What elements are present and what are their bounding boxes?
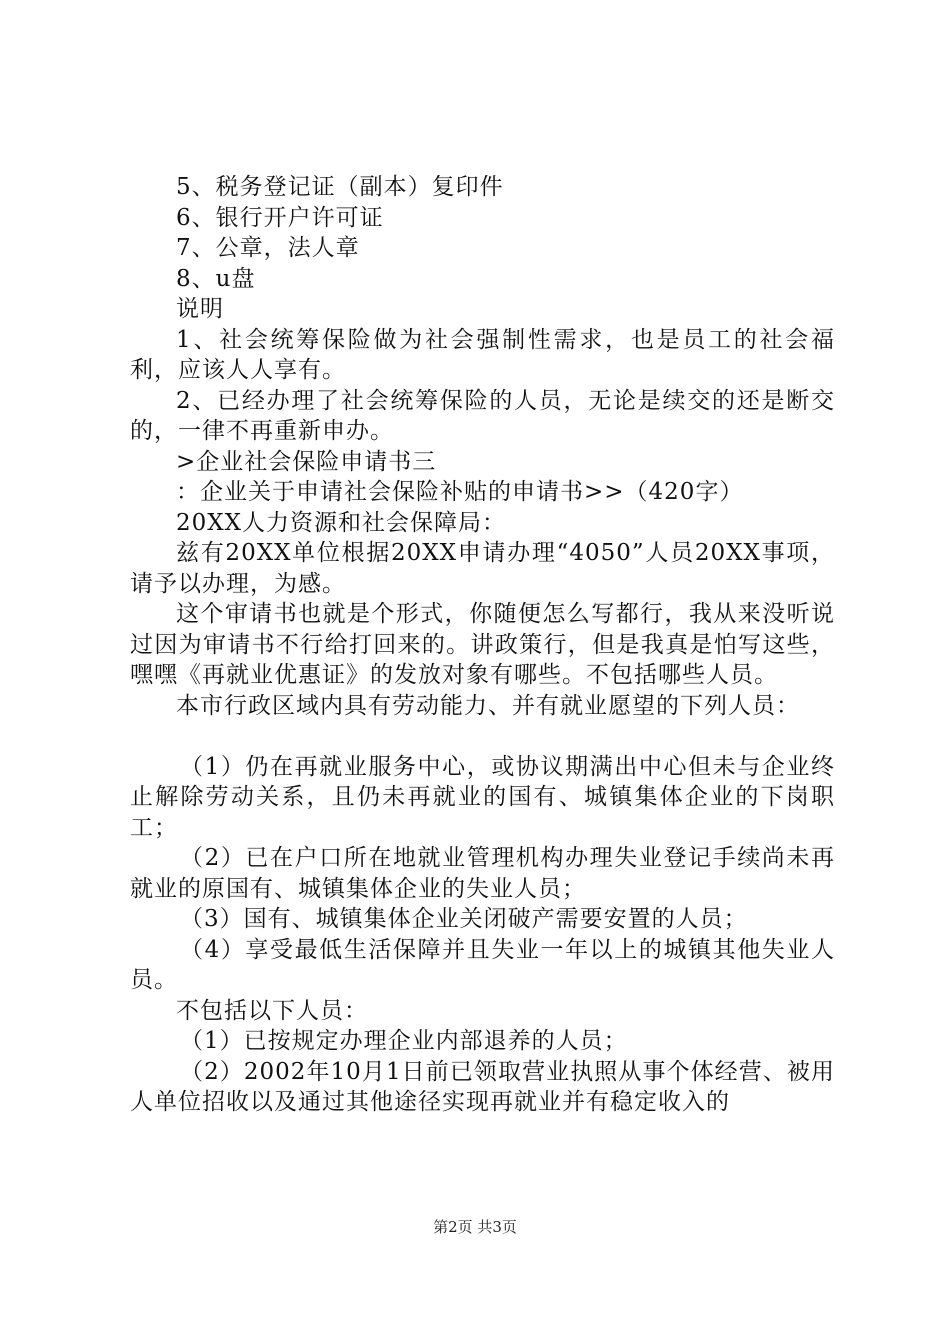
excluded-item-2: （2）2002年10月1日前已领取营业执照从事个体经营、被用人单位招收以及通过其他途径实现再就业并有稳定收入的 xyxy=(130,1058,835,1115)
eligible-item-1: （1）仍在再就业服务中心，或协议期满出中心但未与企业终止解除劳动关系，且仍未再就业的国有、城镇集体企业的下岗职工； xyxy=(130,753,835,841)
excluded-item-1: （1）已按规定办理企业内部退养的人员； xyxy=(180,1028,628,1054)
note-paragraph-2: 2、已经办理了社会统筹保险的人员，无论是续交的还是断交的，一律不再重新申办。 xyxy=(130,387,835,444)
list-item-bank-permit: 6、银行开户许可证 xyxy=(176,204,384,231)
excluded-intro: 不包括以下人员： xyxy=(176,997,368,1024)
list-item-usb: 8、u盘 xyxy=(176,265,256,292)
list-item-tax-cert: 5、税务登记证（副本）复印件 xyxy=(176,174,504,200)
eligible-item-3: （3）国有、城镇集体企业关闭破产需要安置的人员； xyxy=(180,906,748,932)
heading-application-3: >企业社会保险申请书三 xyxy=(176,448,437,475)
application-paragraph: 兹有20XX单位根据20XX申请办理“4050”人员20XX事项，请予以办理，为感。 xyxy=(130,540,835,597)
note-paragraph-1: 1、社会统筹保险做为社会强制性需求，也是员工的社会福利，应该人人享有。 xyxy=(130,326,835,383)
blank-line xyxy=(130,721,835,752)
eligible-item-4: （4）享受最低生活保障并且失业一年以上的城镇其他失业人员。 xyxy=(130,936,835,993)
eligible-intro: 本市行政区域内具有劳动能力、并有就业愿望的下列人员： xyxy=(176,692,800,719)
salutation: 20XX人力资源和社会保障局： xyxy=(176,509,507,536)
page-footer: 第2页 共3页 xyxy=(433,1218,517,1236)
eligible-item-2: （2）已在户口所在地就业管理机构办理失业登记手续尚未再就业的原国有、城镇集体企业的失业人员； xyxy=(130,845,835,902)
section-heading-notes: 说明 xyxy=(176,296,224,322)
list-item-seals: 7、公章，法人章 xyxy=(176,235,360,261)
comment-paragraph: 这个审请书也就是个形式，你随便怎么写都行，我从来没听说过因为审请书不行给打回来的。讲政策行，但是我真是怕写这些，嘿嘿《再就业优惠证》的发放对象有哪些。不包括哪些人员。 xyxy=(130,601,835,688)
document-body xyxy=(130,172,835,1118)
heading-application-subsidy: ：企业关于申请社会保险补贴的申请书>>（420字） xyxy=(176,479,744,505)
